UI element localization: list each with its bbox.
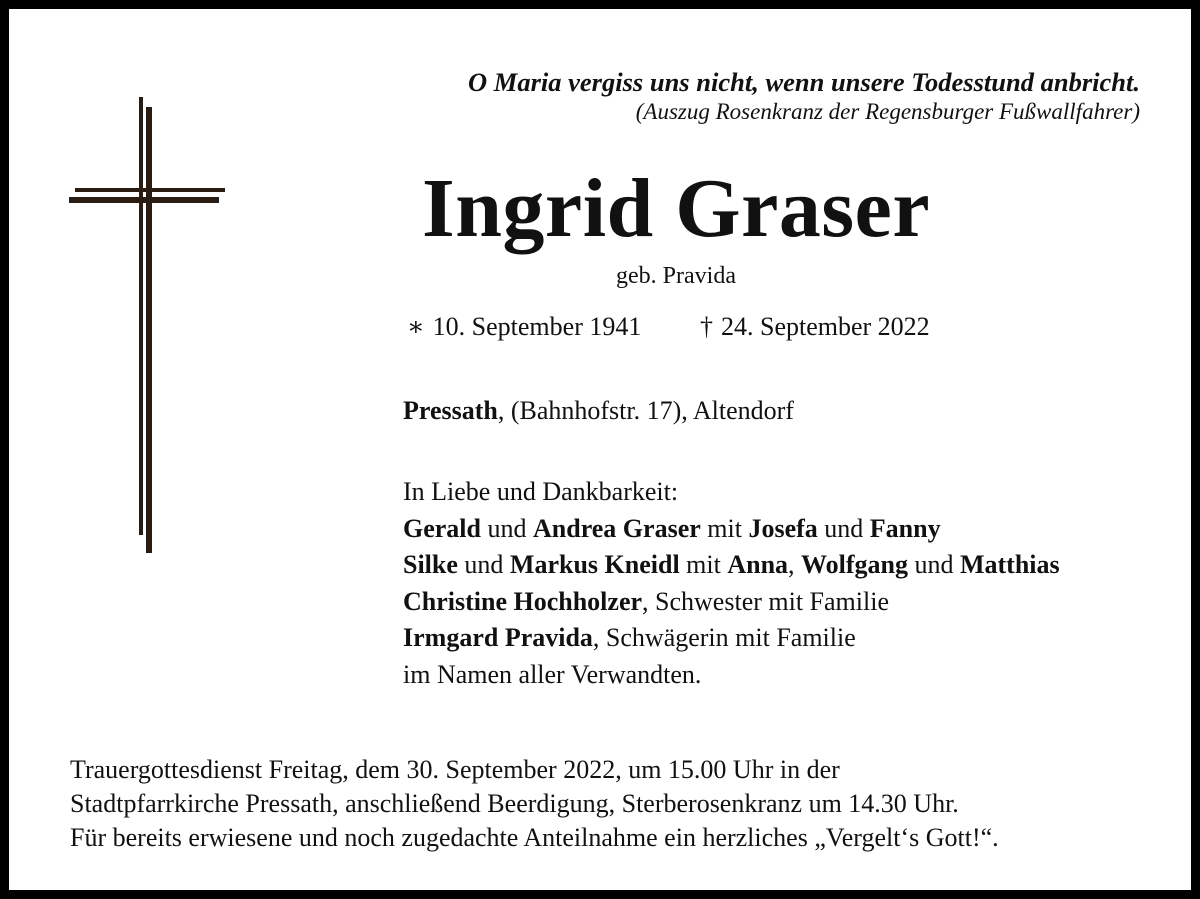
mourner-name: Matthias: [959, 550, 1060, 579]
mourner-relation: , Schwester mit Familie: [642, 586, 889, 616]
mourner-name: Markus Kneidl: [509, 550, 680, 579]
service-line: Stadtpfarrkirche Pressath, anschließend Beerdigung, Sterberosenkranz um 14.30 Uhr.: [70, 789, 959, 818]
mourner-name: Fanny: [869, 513, 941, 543]
mourner-name: Andrea Graser: [533, 513, 701, 543]
motto-line: O Maria vergiss uns nicht, wenn unsere Todesstund anbricht.: [468, 67, 1140, 97]
mourner-name: Wolfgang: [801, 550, 908, 579]
residence: [403, 395, 794, 427]
mourner-name: Anna: [727, 550, 789, 579]
mourners-line: [403, 511, 1060, 548]
mourner-connector: und: [457, 550, 510, 579]
mourner-connector: und: [907, 550, 960, 579]
mourners-line: [403, 584, 1060, 621]
mourner-name: Irmgard Pravida: [403, 623, 593, 652]
mourner-connector: und: [817, 513, 870, 543]
mourner-name: Gerald: [403, 513, 481, 543]
mourner-connector: ,: [788, 550, 802, 579]
service-line: Trauergottesdienst Freitag, dem 30. September 2022, um 15.00 Uhr in der: [70, 755, 840, 784]
mourner-name: Silke: [403, 550, 458, 579]
residence-town: Pressath: [403, 396, 498, 425]
mourners-line: [403, 620, 1060, 657]
mourners-intro: In Liebe und Dankbarkeit:: [403, 477, 679, 506]
birth-star-icon: ∗: [407, 312, 425, 341]
mourner-connector: und: [481, 513, 533, 543]
motto-source: (Auszug Rosenkranz der Regensburger Fußwallfahrer): [635, 99, 1140, 124]
mourner-connector: mit: [679, 550, 728, 579]
maiden-name: geb. Pravida: [616, 263, 736, 289]
motto-block: [468, 67, 1140, 125]
mourners-line: [403, 547, 1060, 584]
thanks-line: Für bereits erwiesene und noch zugedachte Anteilnahme ein herzliches „Vergelt‘s Gott!“.: [70, 823, 999, 852]
deceased-name: Ingrid Graser: [422, 162, 931, 255]
service-block: [70, 753, 999, 855]
cross-icon: [67, 95, 229, 555]
residence-rest: , (Bahnhofstr. 17), Altendorf: [497, 396, 794, 425]
birth-date: [407, 311, 641, 343]
death-date-text: 24. September 2022: [721, 312, 930, 341]
mourner-connector: mit: [700, 513, 749, 543]
mourner-relation: , Schwägerin mit Familie: [592, 623, 856, 652]
death-date: [700, 311, 930, 343]
mourners-block: [403, 474, 1060, 693]
mourners-closing: im Namen aller Verwandten.: [403, 659, 702, 689]
death-dagger-icon: †: [700, 312, 713, 341]
mourner-name: Christine Hochholzer: [403, 586, 643, 616]
mourner-name: Josefa: [748, 513, 818, 543]
birth-date-text: 10. September 1941: [432, 312, 642, 341]
